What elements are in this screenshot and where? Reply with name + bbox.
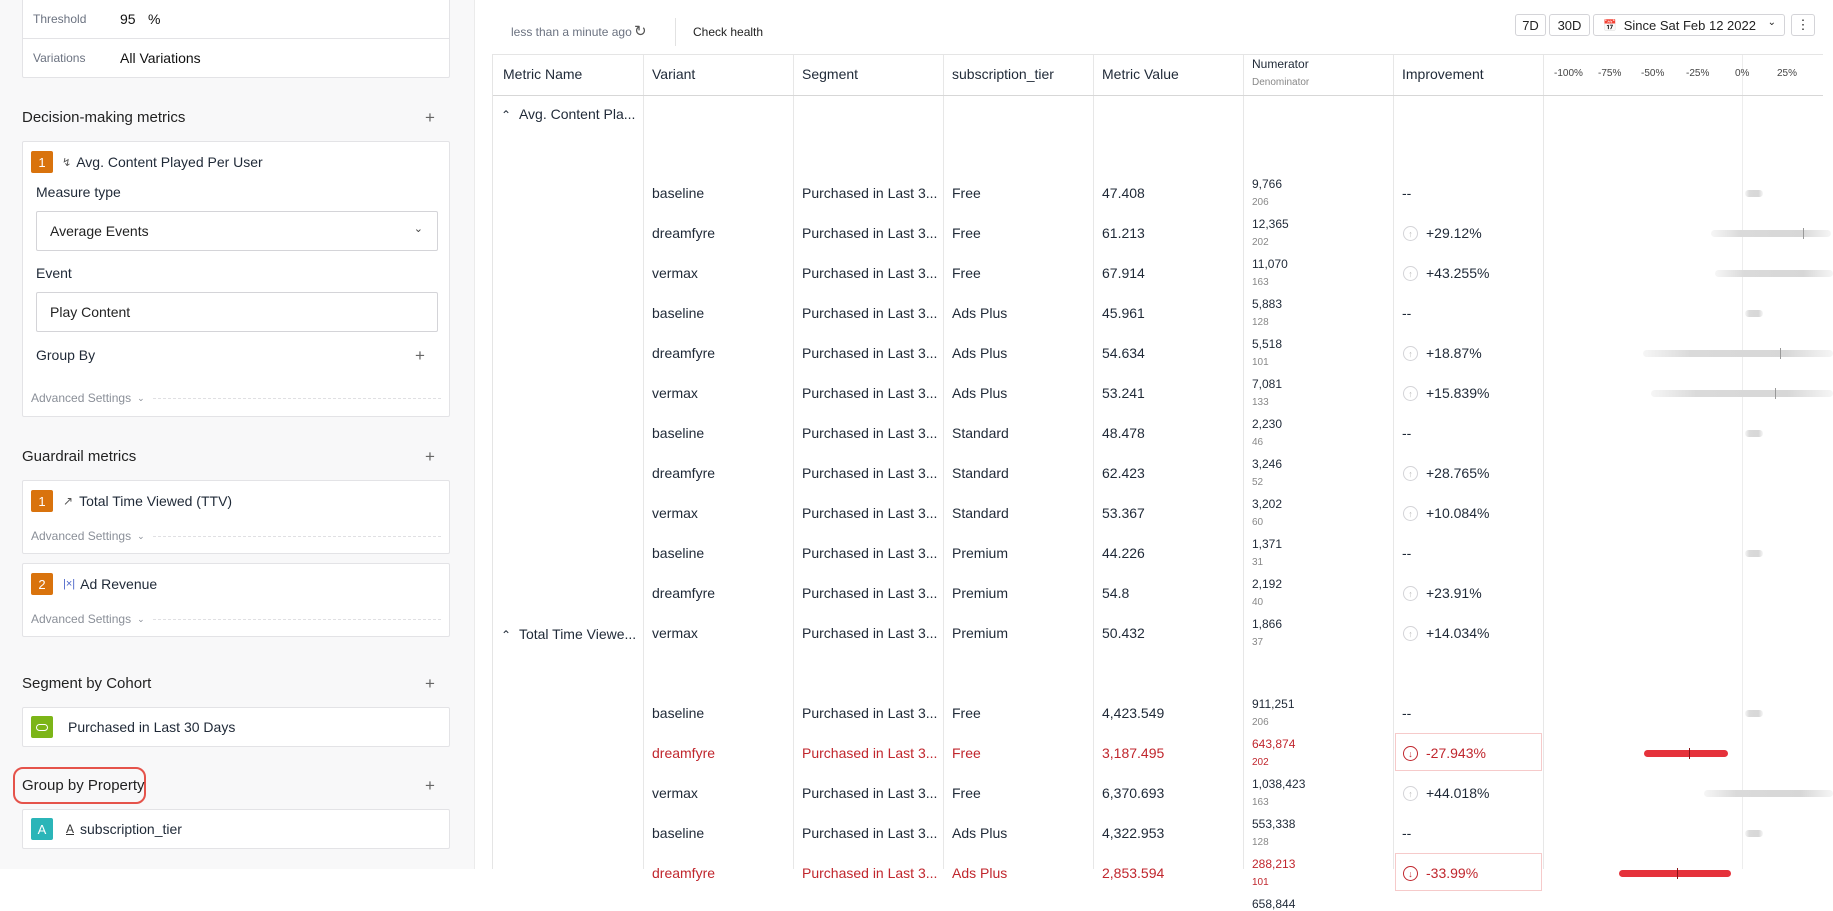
cohort-name: Purchased in Last 30 Days: [68, 719, 236, 735]
improvement-cell: -33.99%: [1426, 865, 1479, 881]
settings-card: [22, 0, 450, 78]
segment-cell: Purchased in Last 3...: [802, 585, 938, 601]
metric-index-badge: 1: [31, 490, 53, 512]
axis-tick-label: -75%: [1598, 68, 1622, 79]
denominator-cell: 133: [1252, 397, 1269, 408]
guardrail-metric-header[interactable]: [31, 490, 232, 512]
cohort-icon: [31, 716, 53, 738]
confidence-interval-bar[interactable]: [1745, 310, 1763, 317]
improvement-cell: --: [1402, 825, 1412, 841]
decision-metric-name: Avg. Content Played Per User: [76, 154, 263, 170]
denominator-cell: 206: [1252, 717, 1269, 728]
variant-cell: dreamfyre: [652, 465, 716, 481]
segment-cell: Purchased in Last 3...: [802, 865, 938, 881]
improvement-cell: --: [1402, 705, 1412, 721]
denominator-cell: 128: [1252, 317, 1269, 328]
numerator-cell: 12,365: [1252, 217, 1289, 231]
numerator-cell: 643,874: [1252, 737, 1296, 751]
improvement-cell: +23.91%: [1426, 585, 1482, 601]
line-chart-icon: ↗: [63, 494, 74, 508]
add-guardrail-metric-button[interactable]: +: [425, 447, 435, 466]
confidence-interval-bar[interactable]: [1745, 830, 1763, 837]
chevron-down-icon: ⌄: [137, 613, 145, 624]
divider: [153, 536, 441, 537]
formula-icon: |×|: [63, 578, 76, 590]
improvement-cell: --: [1402, 305, 1412, 321]
numerator-cell: 5,883: [1252, 297, 1283, 311]
tier-cell: Ads Plus: [952, 305, 1008, 321]
variations-row[interactable]: [23, 39, 449, 77]
segment-cell: Purchased in Last 3...: [802, 265, 938, 281]
numerator-cell: 2,192: [1252, 577, 1283, 591]
add-cohort-button[interactable]: +: [425, 674, 435, 693]
chevron-down-icon: ⌄: [137, 530, 145, 541]
segment-cell: Purchased in Last 3...: [802, 225, 938, 241]
threshold-unit: %: [148, 10, 161, 27]
advanced-settings-toggle[interactable]: [31, 612, 441, 626]
numerator-cell: 1,371: [1252, 537, 1283, 551]
numerator-cell: 1,038,423: [1252, 777, 1306, 791]
guardrail-metric-name: Ad Revenue: [80, 576, 158, 592]
guardrail-metric-name: Total Time Viewed (TTV): [79, 493, 233, 509]
segment-cell: Purchased in Last 3...: [802, 825, 938, 841]
metric-value-cell: 54.8: [1102, 585, 1130, 601]
metric-value-cell: 47.408: [1102, 185, 1145, 201]
property-badge: A: [31, 818, 53, 840]
decision-metric-header[interactable]: [31, 151, 263, 173]
advanced-settings-toggle[interactable]: [31, 391, 441, 405]
metric-value-cell: 48.478: [1102, 425, 1145, 441]
arrow-up-icon: ↑: [1403, 586, 1418, 601]
metric-value-cell: 4,322.953: [1102, 825, 1165, 841]
tier-cell: Ads Plus: [952, 345, 1008, 361]
event-value: Play Content: [50, 304, 131, 320]
segment-cell: Purchased in Last 3...: [802, 385, 938, 401]
axis-tick-label: 25%: [1777, 68, 1798, 79]
variant-cell: baseline: [652, 425, 705, 441]
guardrail-metrics-title: Guardrail metrics: [22, 448, 137, 465]
denominator-cell: 40: [1252, 597, 1264, 608]
date-range-value: Since Sat Feb 12 2022: [1623, 17, 1756, 33]
chevron-up-icon: ⌃: [501, 628, 512, 642]
variant-cell: baseline: [652, 185, 705, 201]
event-label: Event: [36, 265, 72, 281]
metric-value-cell: 2,853.594: [1102, 865, 1165, 881]
segment-cell: Purchased in Last 3...: [802, 465, 938, 481]
numerator-cell: 3,246: [1252, 457, 1283, 471]
variant-cell: baseline: [652, 305, 705, 321]
header-denominator[interactable]: Denominator: [1252, 77, 1310, 88]
segment-cell: Purchased in Last 3...: [802, 625, 938, 641]
header-improvement[interactable]: Improvement: [1402, 66, 1484, 82]
chevron-down-icon: ⌄: [1767, 17, 1776, 28]
confidence-interval-bar[interactable]: [1704, 790, 1833, 797]
divider: [153, 619, 441, 620]
denominator-cell: 163: [1252, 277, 1269, 288]
group-property-item[interactable]: [22, 809, 450, 849]
arrow-up-icon: ↑: [1403, 346, 1418, 361]
point-estimate-tick: [1775, 388, 1776, 399]
improvement-cell: --: [1402, 185, 1412, 201]
confidence-interval-bar[interactable]: [1745, 710, 1763, 717]
experiment-config-panel: [0, 0, 475, 869]
threshold-input[interactable]: 95: [120, 10, 136, 27]
denominator-cell: 101: [1252, 357, 1269, 368]
denominator-cell: 101: [1252, 877, 1269, 888]
decision-metric-card: [22, 141, 450, 417]
metric-group-name: Total Time Viewe...: [518, 626, 637, 642]
tier-cell: Ads Plus: [952, 865, 1008, 881]
arrow-up-icon: ↑: [1403, 266, 1418, 281]
tier-cell: Premium: [952, 625, 1009, 641]
metric-index-badge: 1: [31, 151, 53, 173]
user-events-icon: ↯: [62, 156, 72, 169]
segment-cell: Purchased in Last 3...: [802, 745, 938, 761]
arrow-up-icon: ↑: [1403, 786, 1418, 801]
event-input[interactable]: [36, 292, 438, 332]
metric-value-cell: 54.634: [1102, 345, 1145, 361]
calendar-icon: 📅: [1603, 19, 1617, 32]
tier-cell: Premium: [952, 585, 1009, 601]
cohort-item[interactable]: [22, 707, 450, 747]
improvement-cell: +18.87%: [1426, 345, 1482, 361]
chevron-down-icon: ⌄: [413, 223, 423, 235]
header-subscription-tier[interactable]: subscription_tier: [952, 66, 1054, 82]
decision-metrics-title: Decision-making metrics: [22, 109, 186, 126]
denominator-cell: 202: [1252, 757, 1269, 768]
denominator-cell: 202: [1252, 237, 1269, 248]
denominator-cell: 31: [1252, 557, 1264, 568]
guardrail-metric-card-2: [22, 563, 450, 637]
measure-type-label: Measure type: [36, 184, 121, 200]
tier-cell: Ads Plus: [952, 825, 1008, 841]
measure-type-select[interactable]: [36, 211, 438, 251]
range-7d-button[interactable]: 7D: [1515, 14, 1546, 36]
threshold-label: Threshold: [33, 11, 87, 26]
group-by-property-title: Group by Property: [22, 777, 145, 794]
segment-cell: Purchased in Last 3...: [802, 705, 938, 721]
metric-group-name: Avg. Content Pla...: [518, 106, 636, 122]
point-estimate-tick: [1803, 228, 1804, 239]
variations-label: Variations: [33, 51, 86, 65]
tier-cell: Free: [952, 785, 981, 801]
variations-value[interactable]: All Variations: [120, 50, 201, 66]
confidence-interval-bar[interactable]: [1715, 270, 1833, 277]
denominator-cell: 60: [1252, 517, 1264, 528]
confidence-interval-bar[interactable]: [1643, 350, 1833, 357]
tier-cell: Free: [952, 705, 981, 721]
tier-cell: Free: [952, 185, 981, 201]
tier-cell: Free: [952, 225, 981, 241]
text-property-icon: A: [66, 822, 75, 836]
denominator-cell: 52: [1252, 477, 1264, 488]
arrow-down-icon: ↓: [1403, 866, 1418, 881]
point-estimate-tick: [1677, 868, 1678, 879]
variant-cell: baseline: [652, 705, 705, 721]
arrow-up-icon: ↑: [1403, 626, 1418, 641]
variant-cell: vermax: [652, 505, 698, 521]
threshold-row: [23, 0, 449, 39]
denominator-cell: 128: [1252, 837, 1269, 848]
denominator-cell: 163: [1252, 797, 1269, 808]
denominator-cell: 206: [1252, 197, 1269, 208]
arrow-up-icon: ↑: [1403, 386, 1418, 401]
segment-cell: Purchased in Last 3...: [802, 345, 938, 361]
header-metric-name[interactable]: Metric Name: [503, 66, 583, 82]
add-decision-metric-button[interactable]: +: [425, 108, 435, 127]
tier-cell: Premium: [952, 545, 1009, 561]
segment-cell: Purchased in Last 3...: [802, 185, 938, 201]
results-table: [492, 54, 1822, 911]
metric-value-cell: 67.914: [1102, 265, 1145, 281]
improvement-cell: -27.943%: [1426, 745, 1486, 761]
tier-cell: Ads Plus: [952, 385, 1008, 401]
measure-type-value: Average Events: [50, 223, 149, 239]
confidence-interval-bar[interactable]: [1745, 190, 1763, 197]
arrow-down-icon: ↓: [1403, 746, 1418, 761]
group-property-name: subscription_tier: [80, 821, 182, 837]
chevron-up-icon: ⌃: [501, 108, 512, 122]
header-variant[interactable]: Variant: [652, 66, 696, 82]
axis-tick-label: -25%: [1686, 68, 1710, 79]
tier-cell: Free: [952, 745, 981, 761]
metric-value-cell: 44.226: [1102, 545, 1145, 561]
improvement-cell: --: [1402, 425, 1412, 441]
improvement-cell: +28.765%: [1426, 465, 1490, 481]
metric-group-row[interactable]: [501, 106, 635, 122]
improvement-cell: +44.018%: [1426, 785, 1490, 801]
header-segment[interactable]: Segment: [802, 66, 859, 82]
numerator-cell: 7,081: [1252, 377, 1283, 391]
segment-cell: Purchased in Last 3...: [802, 545, 938, 561]
variant-cell: dreamfyre: [652, 745, 716, 761]
last-updated-text: less than a minute ago: [511, 25, 632, 39]
numerator-cell: 1,866: [1252, 617, 1283, 631]
advanced-settings-label: Advanced Settings: [31, 391, 132, 405]
confidence-interval-bar[interactable]: [1711, 230, 1831, 237]
axis-tick-label: -50%: [1641, 68, 1665, 79]
numerator-cell: 658,844: [1252, 897, 1296, 911]
header-metric-value[interactable]: Metric Value: [1102, 66, 1179, 82]
metric-value-cell: 53.241: [1102, 385, 1145, 401]
variant-cell: dreamfyre: [652, 345, 716, 361]
advanced-settings-toggle[interactable]: [31, 529, 441, 543]
metric-index-badge: 2: [31, 573, 53, 595]
axis-tick-label: -100%: [1554, 68, 1583, 79]
refresh-icon[interactable]: ↻: [634, 23, 647, 40]
improvement-cell: --: [1402, 545, 1412, 561]
denominator-cell: 37: [1252, 637, 1264, 648]
check-health-button[interactable]: Check health: [693, 25, 764, 39]
point-estimate-tick: [1689, 748, 1690, 759]
add-group-by-button[interactable]: +: [415, 346, 425, 365]
add-group-property-button[interactable]: +: [425, 776, 435, 795]
divider: [675, 18, 676, 46]
numerator-cell: 553,338: [1252, 817, 1296, 831]
metric-value-cell: 61.213: [1102, 225, 1145, 241]
more-options-button[interactable]: ⋮: [1791, 14, 1815, 36]
metric-value-cell: 3,187.495: [1102, 745, 1165, 761]
confidence-interval-bar[interactable]: [1619, 870, 1731, 877]
segment-cell: Purchased in Last 3...: [802, 785, 938, 801]
segment-cell: Purchased in Last 3...: [802, 505, 938, 521]
variant-cell: dreamfyre: [652, 585, 716, 601]
metric-value-cell: 50.432: [1102, 625, 1145, 641]
advanced-settings-label: Advanced Settings: [31, 529, 132, 543]
segment-cell: Purchased in Last 3...: [802, 305, 938, 321]
header-numerator[interactable]: Numerator: [1252, 57, 1309, 71]
confidence-interval-bar[interactable]: [1651, 390, 1833, 397]
segment-cell: Purchased in Last 3...: [802, 425, 938, 441]
variant-cell: baseline: [652, 545, 705, 561]
axis-tick-label: 0%: [1735, 68, 1750, 79]
numerator-cell: 5,518: [1252, 337, 1283, 351]
numerator-cell: 3,202: [1252, 497, 1283, 511]
numerator-cell: 9,766: [1252, 177, 1283, 191]
variant-cell: dreamfyre: [652, 225, 716, 241]
date-range-picker[interactable]: [1593, 14, 1785, 36]
metric-group-row[interactable]: [501, 626, 636, 642]
group-by-label: Group By: [36, 347, 96, 363]
metric-value-cell: 45.961: [1102, 305, 1145, 321]
numerator-cell: 911,251: [1252, 697, 1295, 711]
arrow-up-icon: ↑: [1403, 226, 1418, 241]
metric-value-cell: 62.423: [1102, 465, 1145, 481]
improvement-cell: +43.255%: [1426, 265, 1490, 281]
chevron-down-icon: ⌄: [137, 392, 145, 403]
metric-value-cell: 4,423.549: [1102, 705, 1165, 721]
advanced-settings-label: Advanced Settings: [31, 612, 132, 626]
segment-by-cohort-title: Segment by Cohort: [22, 675, 152, 692]
tier-cell: Free: [952, 265, 981, 281]
confidence-interval-bar[interactable]: [1745, 550, 1763, 557]
variant-cell: vermax: [652, 785, 698, 801]
numerator-cell: 11,070: [1252, 257, 1288, 271]
metric-value-cell: 53.367: [1102, 505, 1145, 521]
improvement-cell: +10.084%: [1426, 505, 1490, 521]
tier-cell: Standard: [952, 465, 1009, 481]
improvement-cell: +15.839%: [1426, 385, 1490, 401]
guardrail-metric-card-1: [22, 480, 450, 554]
divider: [153, 398, 441, 399]
tier-cell: Standard: [952, 425, 1009, 441]
arrow-up-icon: ↑: [1403, 506, 1418, 521]
confidence-interval-bar[interactable]: [1745, 430, 1763, 437]
metric-value-cell: 6,370.693: [1102, 785, 1165, 801]
range-30d-button[interactable]: 30D: [1549, 14, 1590, 36]
point-estimate-tick: [1780, 348, 1781, 359]
denominator-cell: 46: [1252, 437, 1264, 448]
numerator-cell: 288,213: [1252, 857, 1296, 871]
variant-cell: vermax: [652, 385, 698, 401]
variant-cell: vermax: [652, 265, 698, 281]
variant-cell: baseline: [652, 825, 705, 841]
variant-cell: dreamfyre: [652, 865, 716, 881]
arrow-up-icon: ↑: [1403, 466, 1418, 481]
numerator-cell: 2,230: [1252, 417, 1283, 431]
improvement-cell: +14.034%: [1426, 625, 1490, 641]
variant-cell: vermax: [652, 625, 698, 641]
guardrail-metric-header[interactable]: [31, 573, 157, 595]
confidence-interval-bar[interactable]: [1644, 750, 1728, 757]
tier-cell: Standard: [952, 505, 1009, 521]
improvement-cell: +29.12%: [1426, 225, 1482, 241]
